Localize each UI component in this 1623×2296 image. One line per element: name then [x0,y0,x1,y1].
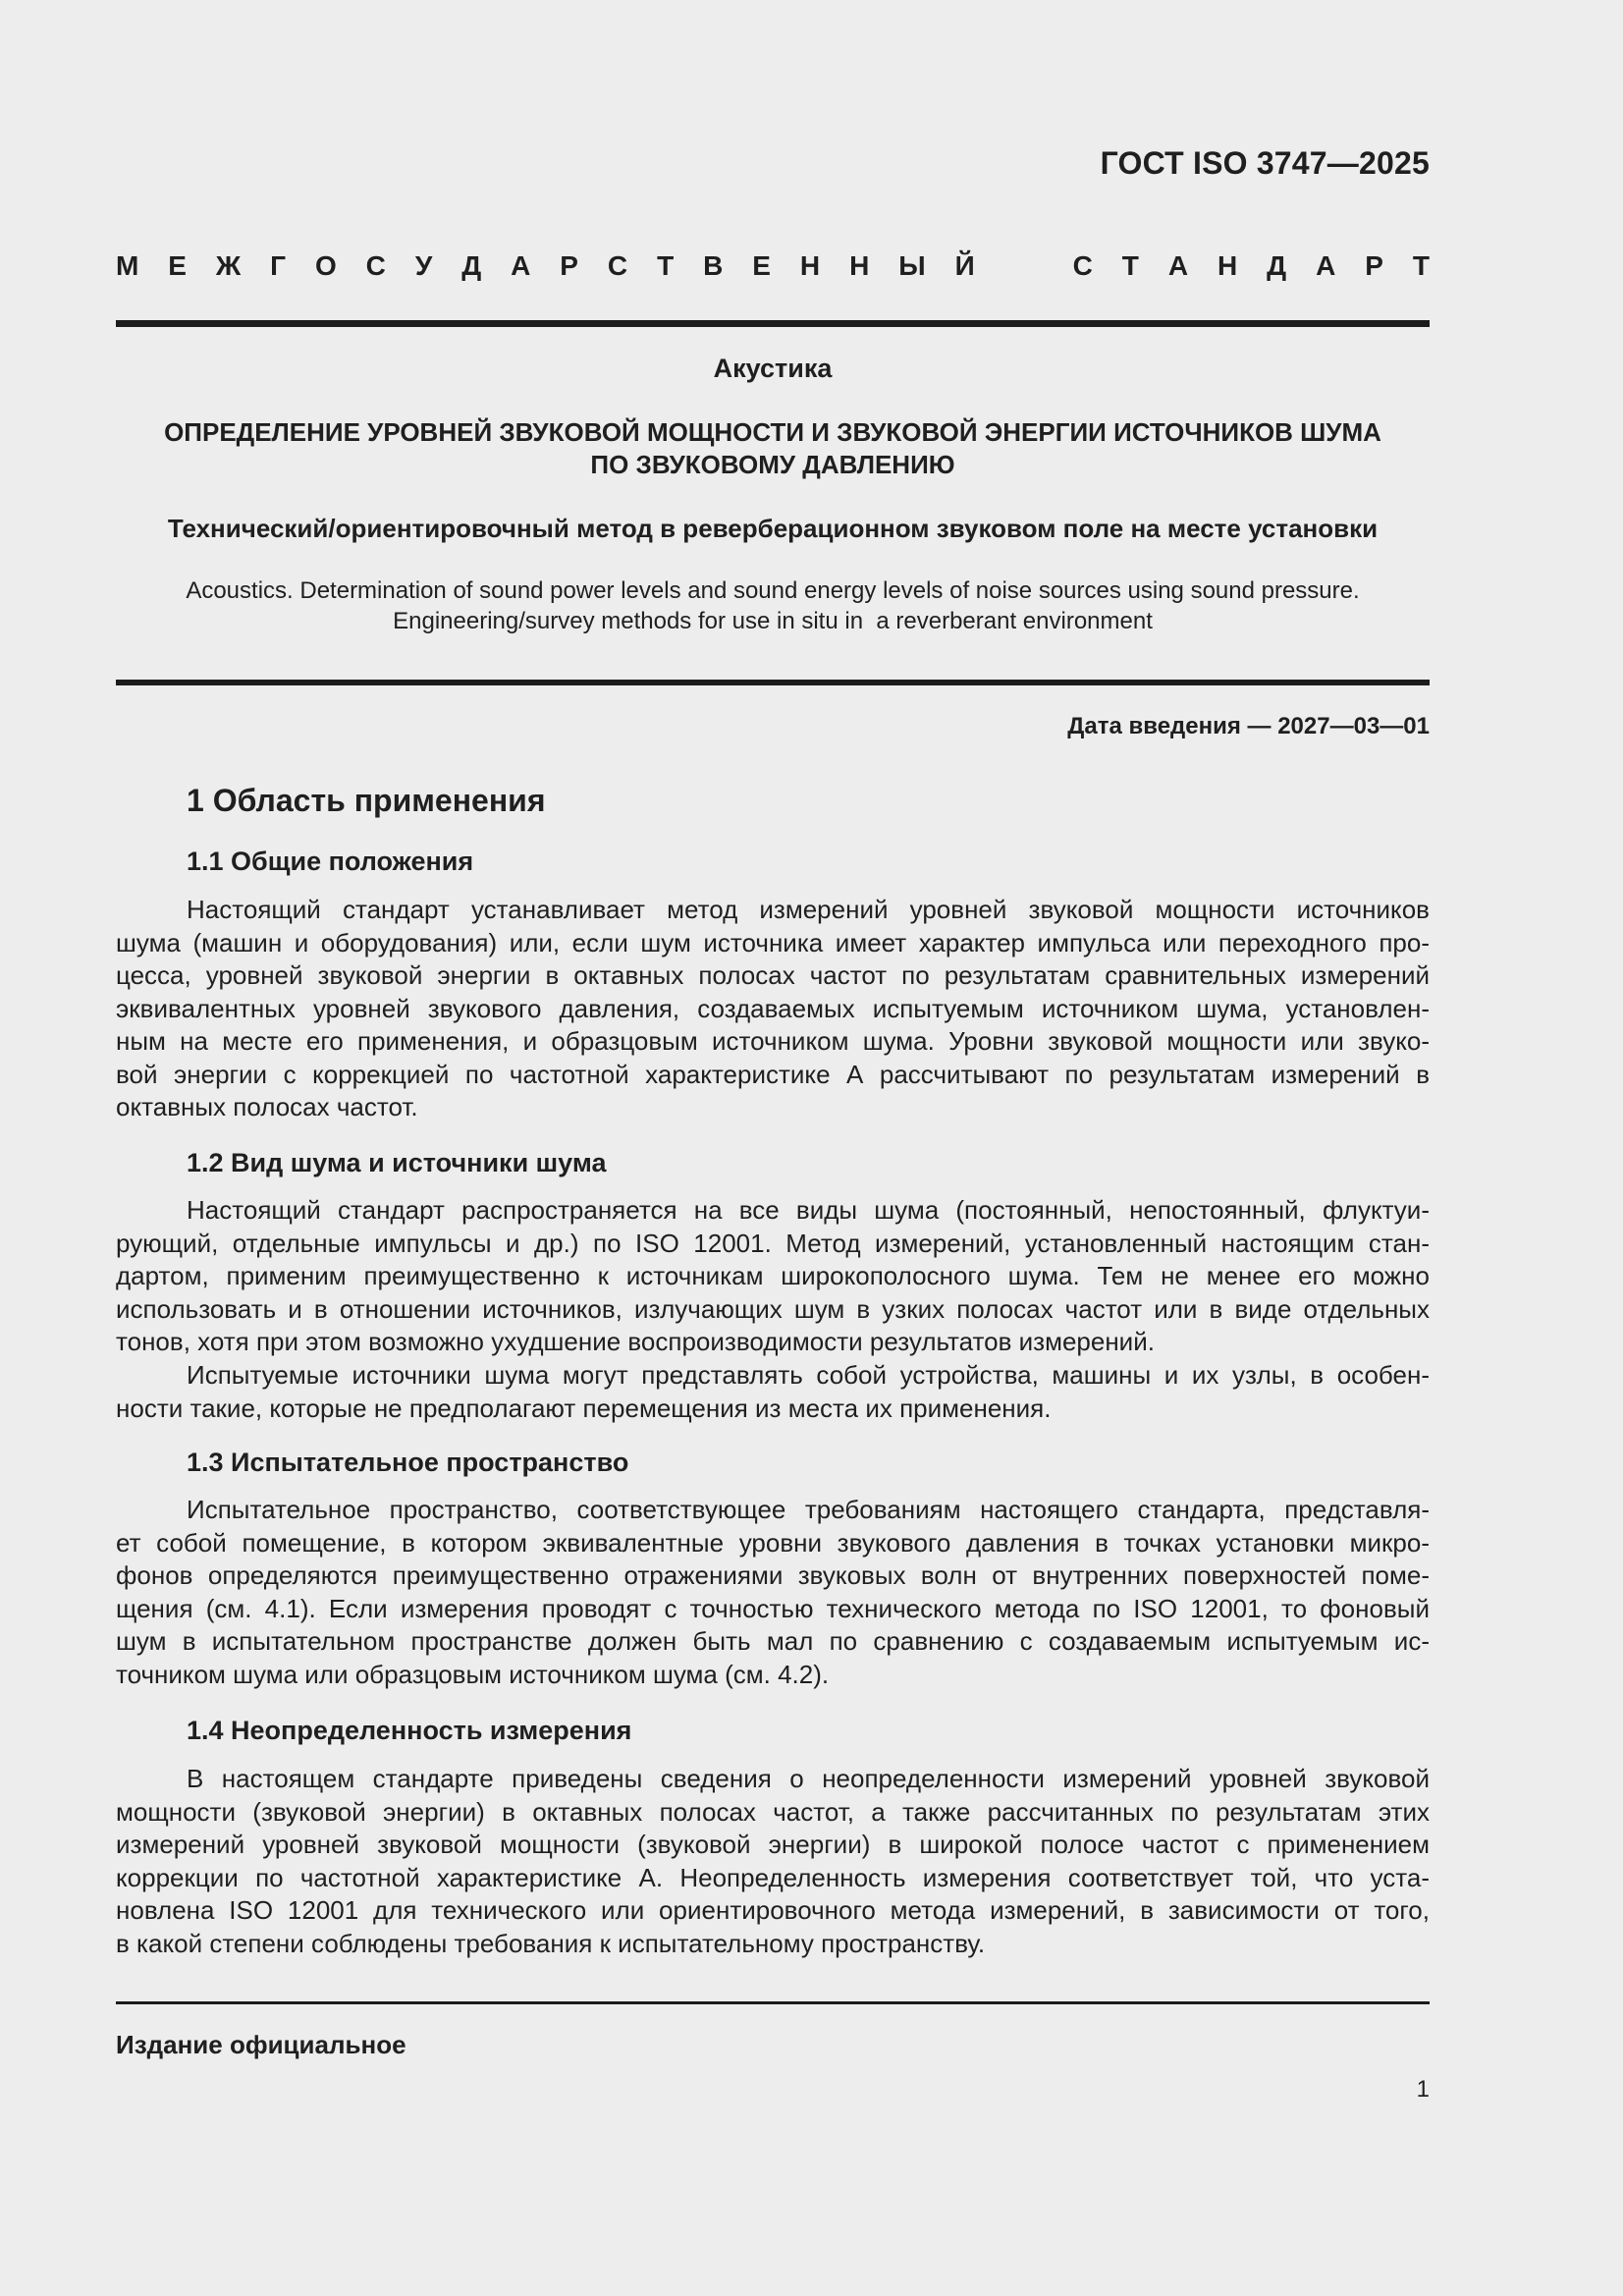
subsection-heading: 1.3 Испытательное пространство [187,1448,629,1477]
heading-letter: Р [560,250,578,281]
paragraph-line: новлена ISO 12001 для технического или ориентировочного метода измерений, в зависимости от того, [116,1895,1430,1925]
paragraph-line: рующий, отдельные импульсы и др.) по ISO 12001. Метод измерений, установленный настоящим стан- [116,1228,1430,1258]
paragraph-line: шум в испытательном пространстве должен быть мал по сравнению с создаваемым испытуемым ис- [116,1626,1430,1656]
introduction-date: Дата введения — 2027—03—01 [1067,713,1430,739]
heading-letter: С [365,250,386,281]
paragraph-line: шума (машин и оборудования) или, если шум источника имеет характер импульса или переходного про- [116,927,1430,957]
heading-letter: Д [461,250,482,281]
paragraph-line: ным на месте его применения, и образцовым источником шума. Уровни звуковой мощности или звуко- [116,1026,1430,1056]
standard-kind-heading [116,250,1430,282]
paragraph-line: Настоящий стандарт распространяется на все виды шума (постоянный, непостоянный, флуктуи- [187,1195,1430,1225]
heading-letter: В [703,250,724,281]
word-gap [1004,250,1044,282]
english-title-line: Engineering/survey methods for use in situ in a reverberant environment [393,608,1153,634]
paragraph-line: использовать и в отношении источников, излучающих шум в узких полосах частот или в виде отдельных [116,1293,1430,1324]
heading-letter: Р [1365,250,1383,281]
heading-letter: Н [1217,250,1238,281]
english-title-line: Acoustics. Determination of sound power levels and sound energy levels of noise sources using sound pressure. [186,577,1360,604]
paragraph-line: В настоящем стандарте приведены сведения о неопределенности измерений уровней звуковой [187,1764,1430,1793]
paragraph-line: Испытательное пространство, соответствующее требованиям настоящего стандарта, представля- [187,1495,1430,1524]
official-edition-label: Издание официальное [116,2030,406,2059]
heading-letter: С [1072,250,1093,281]
heading-letter: Н [799,250,821,281]
heading-letter: Ж [215,250,242,281]
section-heading: 1 Область применения [187,783,546,818]
paragraph-line: фонов определяются преимущественно отражениями звуковых волн от внутренних поверхностей поме- [116,1560,1430,1590]
main-title [116,416,1430,481]
paragraph-line: вой энергии с коррекцией по частотной характеристике А рассчитывают по результатам измерений в [116,1059,1430,1089]
subject-title: Акустика [713,354,833,383]
paragraph-line: ет собой помещение, в котором эквивалентные уровни звукового давления в точках установки микро- [116,1527,1430,1558]
heading-letter: М [116,250,139,281]
subsection-heading: 1.2 Вид шума и источники шума [187,1148,607,1177]
main-title-line: ОПРЕДЕЛЕНИЕ УРОВНЕЙ ЗВУКОВОЙ МОЩНОСТИ И ЗВУКОВОЙ ЭНЕРГИИ ИСТОЧНИКОВ ШУМА [164,417,1381,447]
document-page [116,0,1430,2296]
paragraph-line: ности такие, которые не предполагают перемещения из места их применения. [116,1393,1052,1423]
heading-letter: А [511,250,531,281]
heading-letter: Е [168,250,187,281]
paragraph-line: мощности (звуковой энергии) в октавных полосах частот, а также рассчитанных по результатам этих [116,1796,1430,1827]
heading-letter: А [1316,250,1336,281]
heading-letter: Й [954,250,975,281]
paragraph-line: дартом, применим преимущественно к источникам широкополосного шума. Тем не менее его можно [116,1261,1430,1290]
page-number: 1 [1416,2076,1430,2103]
paragraph-line: измерений уровней звуковой мощности (звуковой энергии) в широкой полосе частот с применением [116,1830,1430,1859]
heading-letter: Т [657,250,675,281]
heading-letter: У [414,250,433,281]
paragraph-line: Настоящий стандарт устанавливает метод измерений уровней звуковой мощности источников [187,895,1430,924]
footer-rule [116,2001,1430,2004]
heading-letter: А [1167,250,1189,281]
heading-letter: Т [1121,250,1139,281]
paragraph [116,1494,1430,1691]
paragraph [116,894,1430,1124]
paragraph-line: эквивалентных уровней звукового давления, создаваемых испытуемым источником шума, установлен- [116,993,1430,1023]
heading-letter: С [607,250,628,281]
paragraph [116,1763,1430,1960]
paragraph [116,1194,1430,1359]
heading-letter: Т [1412,250,1430,281]
document-code: ГОСТ ISO 3747—2025 [1100,145,1430,181]
paragraph-line: Испытуемые источники шума могут представлять собой устройства, машины и их узлы, в особен- [187,1360,1430,1390]
subsection-heading: 1.4 Неопределенность измерения [187,1716,632,1745]
paragraph-line: коррекции по частотной характеристике А. Неопределенность измерения соответствует той, что уста- [116,1862,1430,1892]
subsection-heading: 1.1 Общие положения [187,847,474,876]
sub-title: Технический/ориентировочный метод в реверберационном звуковом поле на месте установки [167,514,1379,543]
heading-letter: Н [849,250,870,281]
heading-letter: Г [270,250,287,281]
paragraph-line: точником шума или образцовым источником шума (см. 4.2). [116,1659,830,1689]
header-rule [116,320,1430,327]
main-title-line: ПО ЗВУКОВОМУ ДАВЛЕНИЮ [590,450,955,479]
paragraph-line: щения (см. 4.1). Если измерения проводят с точностью технического метода по ISO 12001, то фоновый [116,1593,1430,1623]
paragraph-line: в какой степени соблюдены требования к испытательному пространству. [116,1928,986,1958]
heading-letter: Е [752,250,771,281]
paragraph-line: тонов, хотя при этом возможно ухудшение воспроизводимости результатов измерений. [116,1327,1155,1356]
heading-letter: О [314,250,337,281]
english-title [116,575,1430,636]
paragraph-line: октавных полосах частот. [116,1092,418,1121]
paragraph [116,1359,1430,1425]
title-rule [116,680,1430,685]
heading-letter: Д [1267,250,1287,281]
heading-letter: Ы [898,250,926,281]
paragraph-line: цесса, уровней звуковой энергии в октавных полосах частот по результатам сравнительных измерений [116,960,1430,990]
